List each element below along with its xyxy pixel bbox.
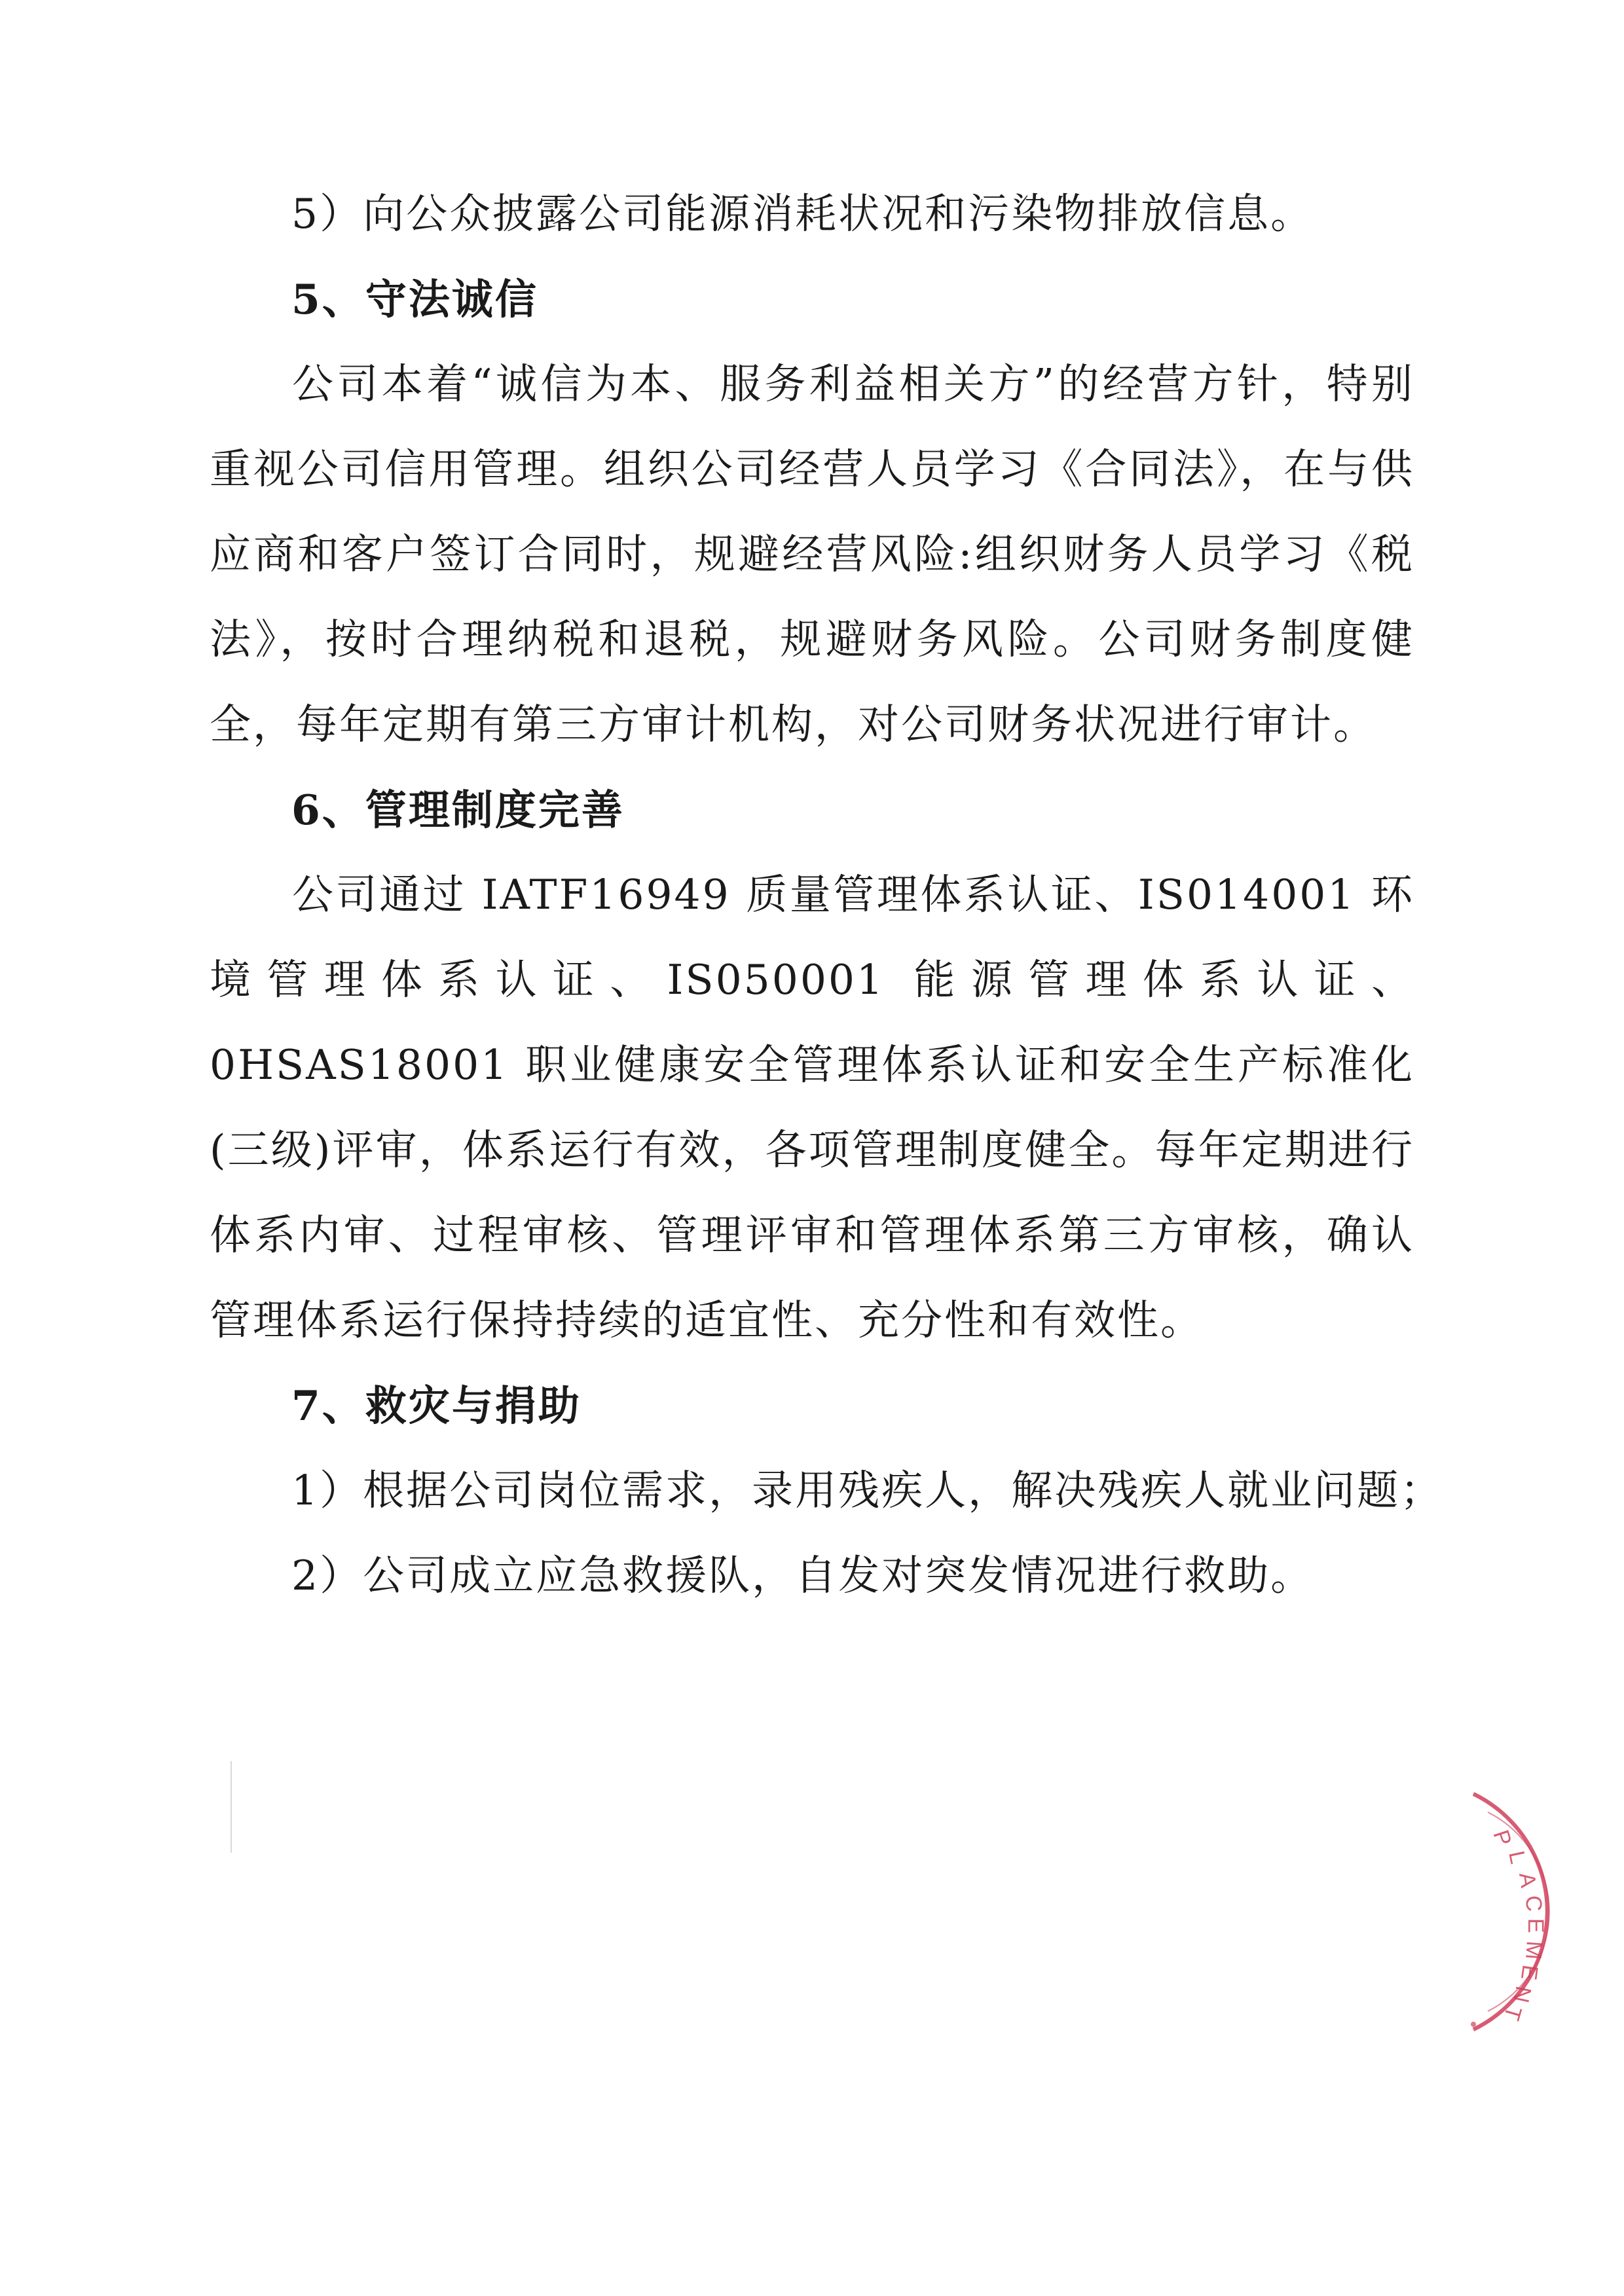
svg-text:E: E — [1523, 1918, 1548, 1933]
seal-stamp — [1447, 1787, 1585, 2036]
paragraph-management: 公司通过 IATF16949 质量管理体系认证、IS014001 环境管理体系认证、IS050001 能源管理体系认证、0HSAS18001 职业健康安全管理体系认证和安全生产标准化(三级)评审，体系运行有效，各项管理制度健全。每年定期进行体系内审、过程审核、管理评审和管理体系第三方审核，确认管理体系运行保持持续的适宜性、充分性和有效性。 — [210, 871, 1414, 1344]
section-heading-relief: 7、救灾与捐助 — [291, 1381, 581, 1430]
svg-text:A: A — [1514, 1870, 1541, 1889]
section-heading-management: 6、管理制度完善 — [291, 786, 625, 834]
svg-text:T: T — [1498, 2003, 1526, 2024]
paragraph-integrity: 公司本着“诚信为本、服务利益相关方”的经营方针，特别重视公司信用管理。组织公司经营人员学习《合同法》，在与供应商和客户签订合同时，规避经营风险:组织财务人员学习《税法》，按时合理纳税和退税，规避财务风险。公司财务制度健全，每年定期有第三方审计机构，对公司财务状况进行审计。 — [210, 360, 1414, 748]
svg-text:N: N — [1508, 1984, 1536, 2005]
svg-text:E: E — [1515, 1963, 1543, 1982]
svg-text:P: P — [1488, 1827, 1517, 1850]
list-item-energy-disclosure: 5）向公众披露公司能源消耗状况和污染物排放信息。 — [291, 190, 1314, 238]
section-heading-integrity: 5、守法诚信 — [291, 275, 538, 323]
svg-text:L: L — [1504, 1848, 1531, 1867]
svg-text:M: M — [1521, 1940, 1547, 1961]
scan-edge-mark — [231, 1761, 232, 1853]
svg-text:C: C — [1521, 1894, 1547, 1913]
list-item-employment: 1）根据公司岗位需求，录用残疾人，解决残疾人就业问题； — [291, 1467, 1444, 1514]
list-item-rescue-team: 2）公司成立应急救援队，自发对突发情况进行救助。 — [291, 1552, 1314, 1599]
